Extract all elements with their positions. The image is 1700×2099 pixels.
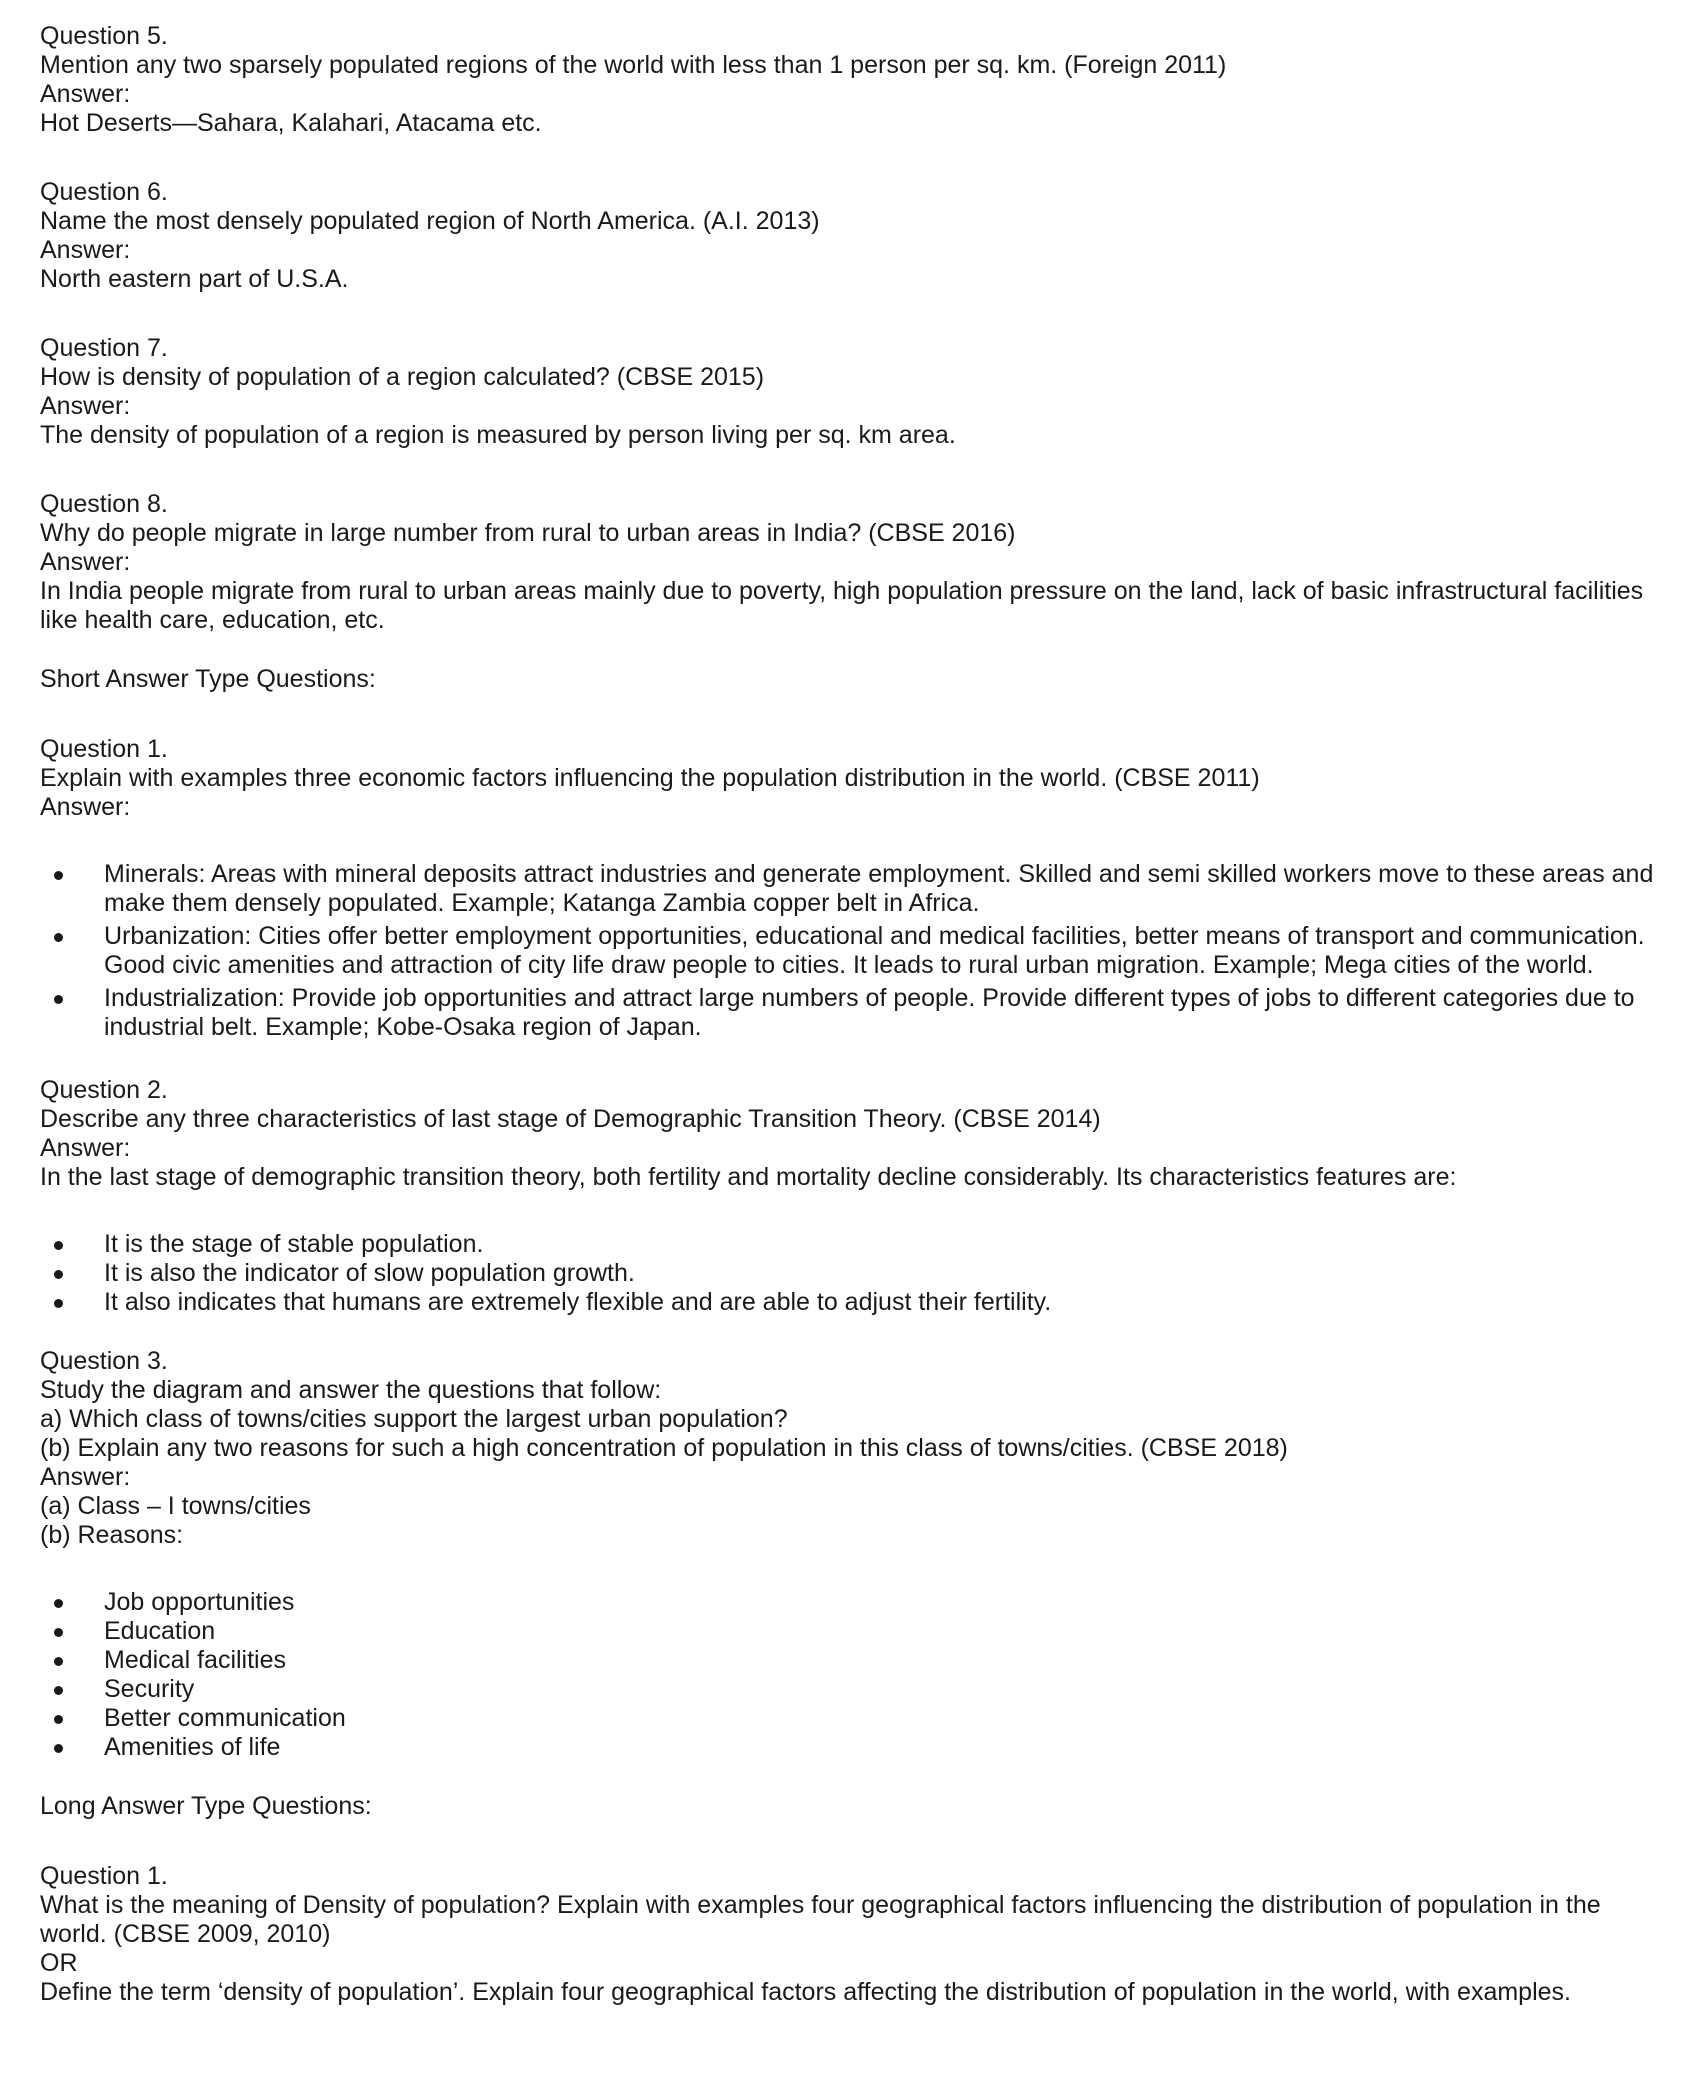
answer-text: Hot Deserts—Sahara, Kalahari, Atacama etc. [40,109,542,137]
question-text: Mention any two sparsely populated regions of the world with less than 1 person per sq. km. (Foreign 2011) [40,51,1227,79]
bullet-icon [54,1599,63,1608]
list-item [40,984,1670,1042]
answer-text: In the last stage of demographic transition theory, both fertility and mortality decline considerably. Its characteristics features are: [40,1163,1457,1191]
answer-text: The density of population of a region is measured by person living per sq. km area. [40,421,956,449]
answer-label: Answer: [40,1463,131,1491]
list-item-text: Security [104,1675,195,1703]
question-7 [40,334,1670,450]
list-item-text: Job opportunities [104,1588,295,1616]
question-number: Question 2. [40,1076,168,1104]
bullet-icon [54,995,63,1004]
long-question-1 [40,1862,1670,2007]
answer-text: North eastern part of U.S.A. [40,265,349,293]
question-number: Question 8. [40,490,168,518]
bullet-icon [54,1744,63,1753]
list-item [40,1288,1670,1317]
short-question-1 [40,735,1670,1042]
bullet-icon [54,1657,63,1666]
short-question-3 [40,1347,1670,1762]
question-number: Question 6. [40,178,168,206]
answer-label: Answer: [40,793,131,821]
list-item [40,1259,1670,1288]
question-5 [40,22,1670,138]
question-text-alt: Define the term ‘density of population’. Explain four geographical factors affecting the distribution of population in the world, with examples. [40,1978,1571,2006]
list-item [40,922,1670,980]
answer-part-a: (a) Class – I towns/cities [40,1492,311,1520]
bullet-icon [54,1686,63,1695]
list-item-text: Industrialization: Provide job opportunities and attract large numbers of people. Provide different types of jobs to different categories due to industrial belt. Example; Kobe-Osaka region of Japan. [104,984,1635,1041]
list-item [40,1588,1670,1617]
list-item-text: Minerals: Areas with mineral deposits attract industries and generate employment. Skilled and semi skilled workers move to these areas and make them densely populated. Example; Katanga Zambia copper belt in Africa. [104,860,1654,917]
list-item [40,1617,1670,1646]
answer-bullet-list [40,1230,1670,1317]
bullet-icon [54,871,63,880]
bullet-icon [54,933,63,942]
question-part-b: (b) Explain any two reasons for such a high concentration of population in this class of towns/cities. (CBSE 2018) [40,1434,1288,1462]
question-text: Describe any three characteristics of last stage of Demographic Transition Theory. (CBSE 2014) [40,1105,1101,1133]
section-heading-long: Long Answer Type Questions: [40,1792,372,1820]
question-6 [40,178,1670,294]
question-text: Name the most densely populated region of North America. (A.I. 2013) [40,207,820,235]
answer-bullet-list [40,860,1670,1042]
list-item-text: It is also the indicator of slow population growth. [104,1259,635,1287]
bullet-icon [54,1270,63,1279]
answer-label: Answer: [40,548,131,576]
list-item [40,1733,1670,1762]
list-item-text: Better communication [104,1704,346,1732]
bullet-icon [54,1241,63,1250]
answer-label: Answer: [40,80,131,108]
question-8 [40,490,1670,635]
list-item [40,1675,1670,1704]
answer-bullet-list [40,1588,1670,1762]
document-page [40,22,1670,2007]
question-text: How is density of population of a region calculated? (CBSE 2015) [40,363,765,391]
bullet-icon [54,1715,63,1724]
answer-label: Answer: [40,1134,131,1162]
list-item-text: It also indicates that humans are extremely flexible and are able to adjust their fertility. [104,1288,1052,1316]
bullet-icon [54,1628,63,1637]
section-heading-short: Short Answer Type Questions: [40,665,376,693]
question-number: Question 1. [40,735,168,763]
question-text: Why do people migrate in large number from rural to urban areas in India? (CBSE 2016) [40,519,1016,547]
list-item [40,860,1670,918]
short-question-2 [40,1076,1670,1317]
question-number: Question 3. [40,1347,168,1375]
list-item-text: It is the stage of stable population. [104,1230,484,1258]
list-item-text: Urbanization: Cities offer better employment opportunities, educational and medical facilities, better means of transport and communication. Good civic amenities and attraction of city life draw people to cities. It leads to rural urban migration. Example; Mega cities of the world. [104,922,1645,979]
list-item [40,1230,1670,1259]
question-part-a: a) Which class of towns/cities support the largest urban population? [40,1405,788,1433]
bullet-icon [54,1299,63,1308]
list-item-text: Amenities of life [104,1733,281,1761]
answer-text: In India people migrate from rural to urban areas mainly due to poverty, high population pressure on the land, lack of basic infrastructural facilities like health care, education, etc. [40,577,1644,634]
list-item [40,1704,1670,1733]
question-text: Explain with examples three economic factors influencing the population distribution in the world. (CBSE 2011) [40,764,1260,792]
question-text: What is the meaning of Density of population? Explain with examples four geographical factors influencing the distribution of population in the world. (CBSE 2009, 2010) [40,1891,1601,1948]
list-item [40,1646,1670,1675]
answer-label: Answer: [40,392,131,420]
list-item-text: Education [104,1617,216,1645]
or-separator: OR [40,1949,78,1977]
question-number: Question 7. [40,334,168,362]
answer-label: Answer: [40,236,131,264]
answer-part-b: (b) Reasons: [40,1521,184,1549]
question-number: Question 5. [40,22,168,50]
list-item-text: Medical facilities [104,1646,287,1674]
question-number: Question 1. [40,1862,168,1890]
question-text: Study the diagram and answer the questions that follow: [40,1376,662,1404]
